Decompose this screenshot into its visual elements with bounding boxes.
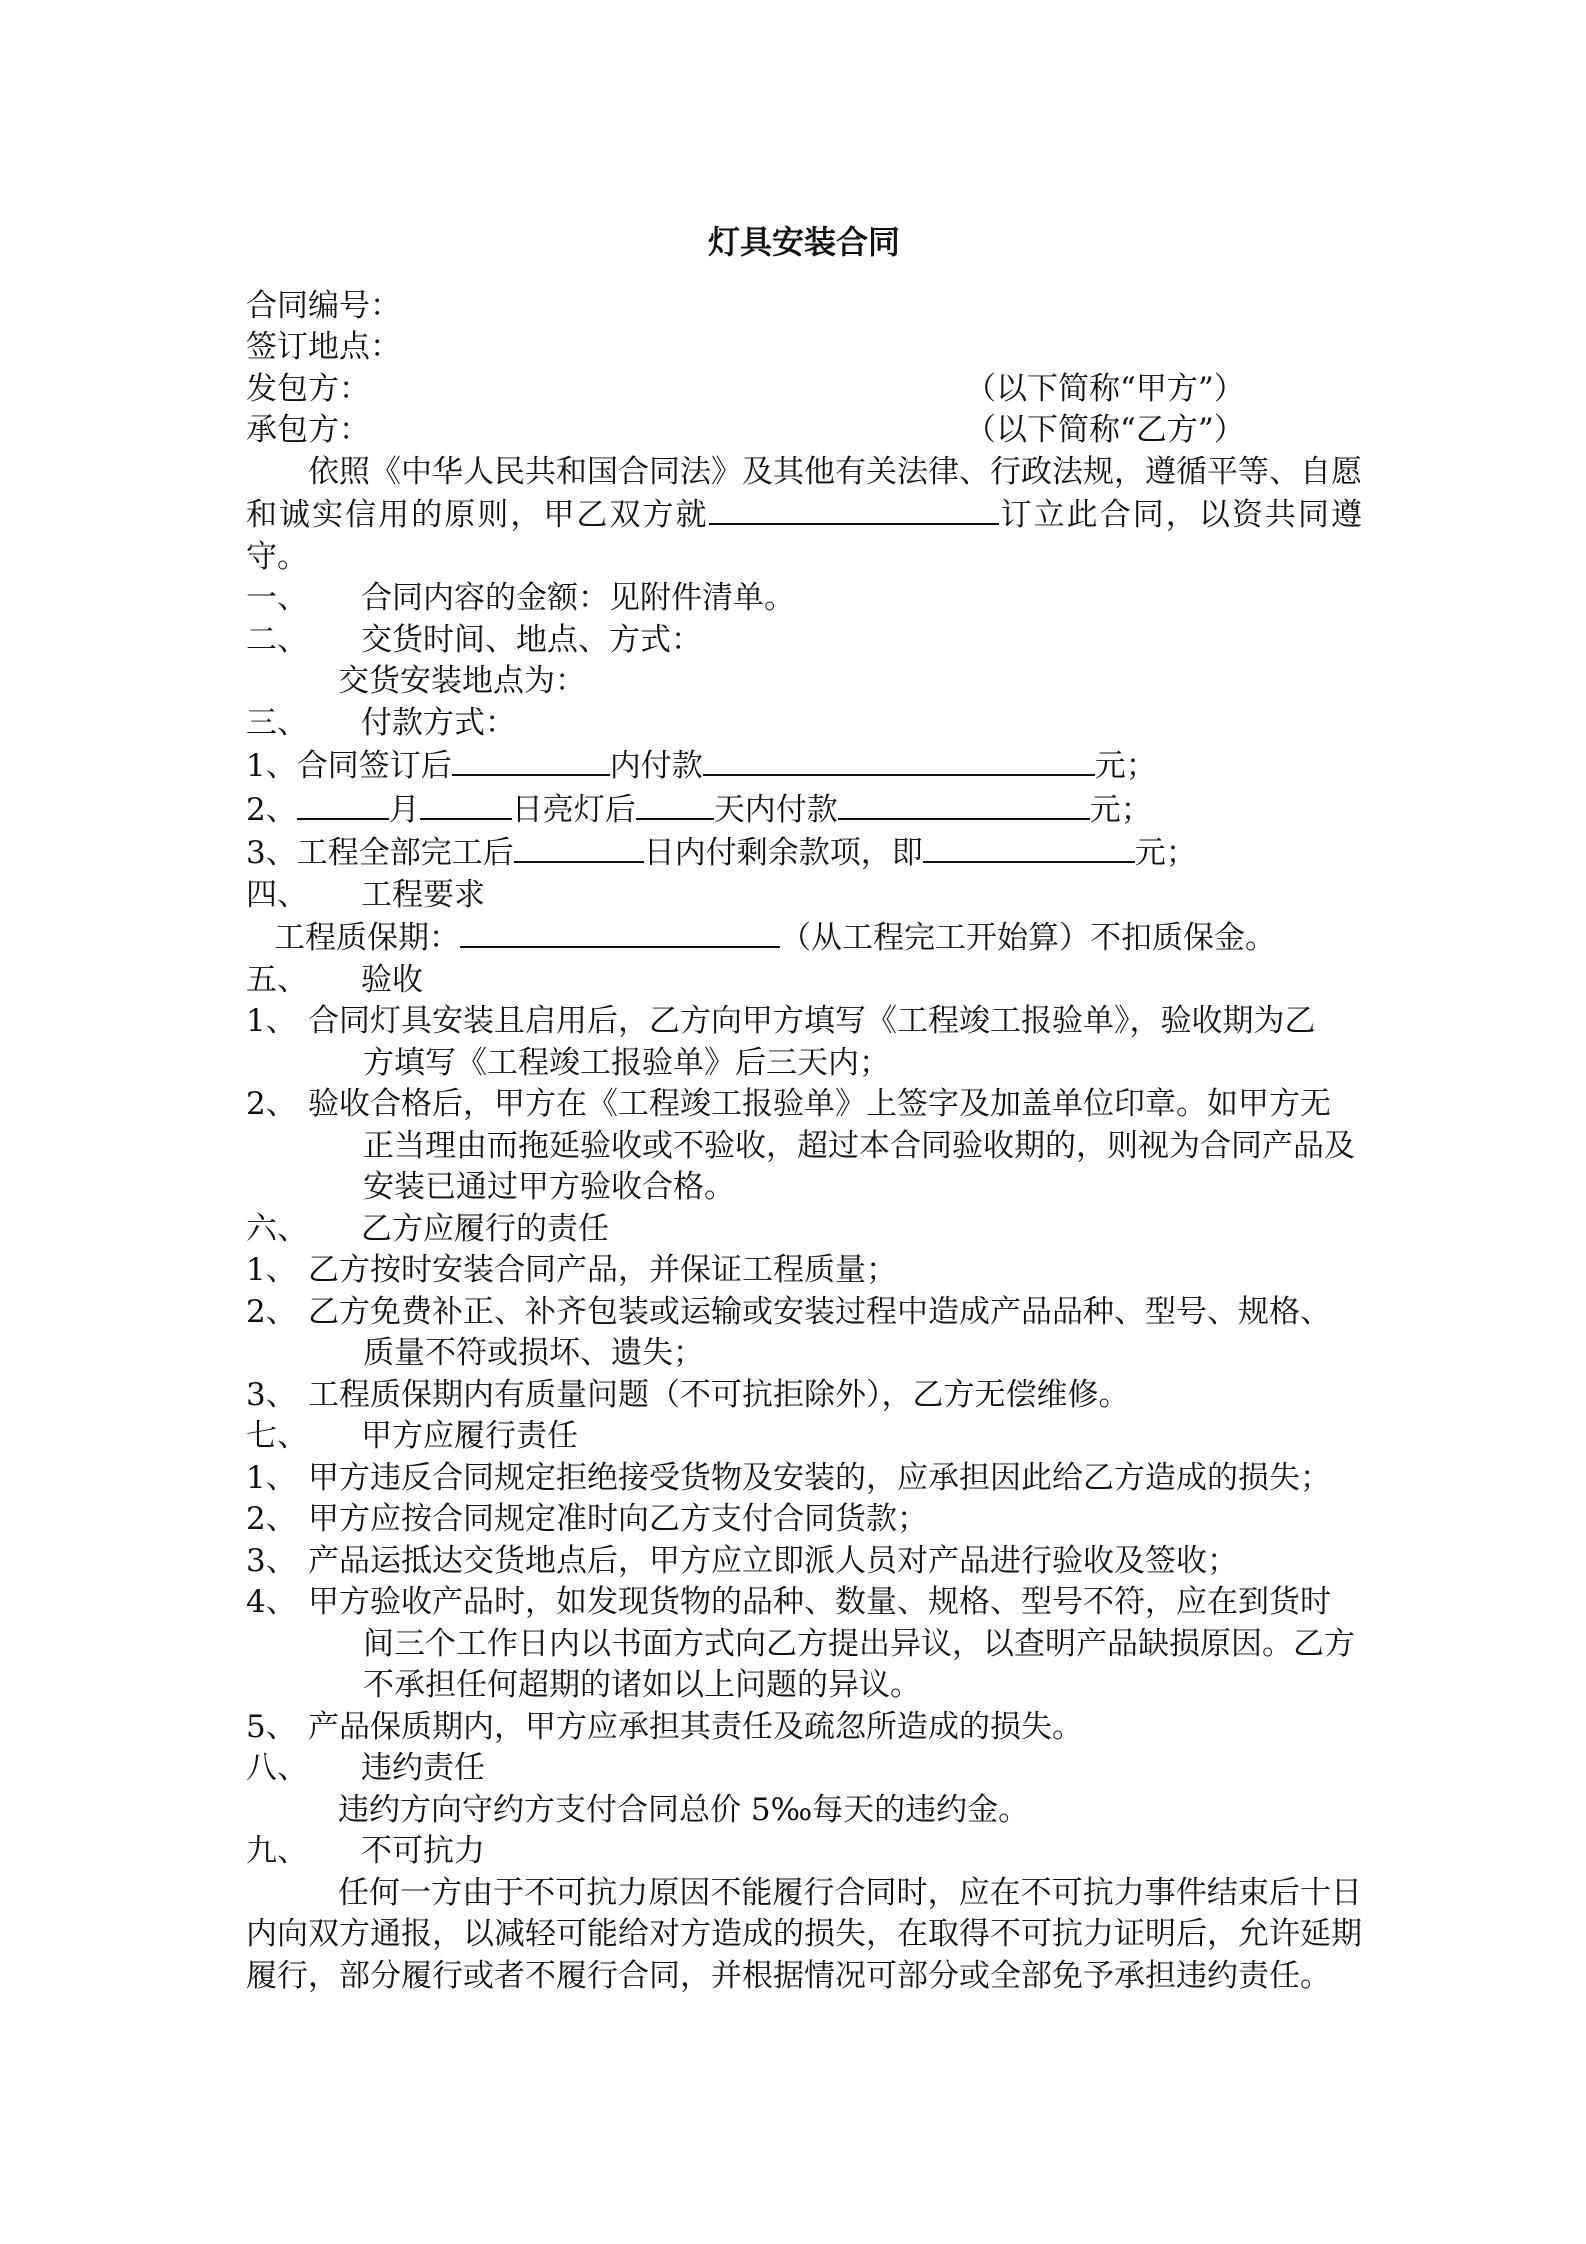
page-title: 灯具安装合同	[707, 223, 900, 261]
section-title: 违约责任	[361, 1750, 485, 1786]
fill-blank	[452, 744, 610, 776]
party-b-note: （以下简称“乙方”）	[965, 412, 1245, 448]
list-item	[246, 1375, 1362, 1417]
fill-blank	[923, 831, 1135, 863]
party-a-note: （以下简称“甲方”）	[965, 370, 1245, 407]
section-5-heading	[246, 960, 1362, 1002]
item-text: 乙方按时安装合同产品，并保证工程质量；	[308, 1252, 897, 1288]
list-item	[246, 1458, 1362, 1500]
item-text: 甲方违反合同规定拒绝接受货物及安装的，应承担因此给乙方造成的损失；	[308, 1459, 1331, 1496]
item-text: 产品运抵达交货地点后，甲方应立即派人员对产品进行验收及签收；	[308, 1542, 1238, 1579]
section-title: 工程要求	[361, 876, 485, 913]
fill-blank	[460, 916, 780, 948]
force-majeure-paragraph: 任何一方由于不可抗力原因不能履行合同时，应在不可抗力事件结束后十日内向双方通报，以减轻可能给对方造成的损失，在取得不可抗力证明后，允许延期履行，部分履行或者不履行合同，并根据情况可部分或全部免予承担违约责任。	[246, 1874, 1362, 1994]
fill-blank	[514, 831, 644, 863]
party-b-row	[246, 410, 1362, 452]
contract-body	[246, 222, 1362, 1997]
fill-blank	[636, 788, 714, 820]
list-item	[246, 1582, 1362, 1707]
section-title: 乙方应履行的责任	[361, 1210, 609, 1247]
item-number: 1、	[246, 1003, 297, 1039]
party-a-label: 发包方：	[246, 370, 370, 407]
section-4-heading	[246, 875, 1362, 917]
intro-text-post: 订立此合同，以资共同遵守。	[246, 497, 1363, 575]
list-item	[246, 1250, 1362, 1292]
list-item	[246, 1084, 1362, 1209]
payment-clause-3	[246, 831, 1362, 875]
item-text: 验收合格后，甲方在《工程竣工报验单》上签字及加盖单位印章。如甲方无	[308, 1086, 1331, 1122]
item-text: 工程质保期内有质量问题（不可抗拒除外），乙方无偿维修。	[308, 1376, 1130, 1413]
section-9-heading	[246, 1831, 1362, 1873]
item-number: 3、	[246, 1376, 297, 1413]
item-text-continued: 正当理由而拖延验收或不验收，超过本合同验收期的，则视为合同产品及安装已通过甲方验收合格。	[363, 1127, 1355, 1205]
item-text: 甲方验收产品时，如发现货物的品种、数量、规格、型号不符，应在到货时	[308, 1584, 1331, 1620]
clause-text: 2、	[246, 791, 297, 828]
item-text-continued: 质量不符或损坏、遗失；	[363, 1335, 704, 1371]
clause-text: 元；	[1134, 835, 1197, 871]
subject-blank	[709, 493, 999, 525]
item-number: 1、	[246, 1459, 297, 1496]
item-text-continued: 间三个工作日内以书面方式向乙方提出异议，以查明产品缺损原因。乙方不承担任何超期的诸如以上问题的异议。	[363, 1625, 1355, 1703]
clause-text: 元；	[1094, 748, 1157, 784]
section-2-heading	[246, 620, 1362, 662]
clause-text: （从工程完工开始算）不扣质保金。	[780, 920, 1276, 956]
section-number: 四、	[246, 876, 308, 913]
fill-blank	[838, 788, 1090, 820]
list-item	[246, 1541, 1362, 1583]
clause-text: 内付款	[609, 748, 703, 784]
item-number: 2、	[246, 1501, 297, 1537]
item-number: 1、	[246, 1252, 297, 1288]
item-number: 4、	[246, 1584, 297, 1620]
section-number: 五、	[246, 961, 308, 998]
section-number: 三、	[246, 704, 308, 741]
section-number: 一、	[246, 580, 308, 616]
section-title: 合同内容的金额：见附件清单。	[361, 580, 795, 616]
list-item	[246, 1001, 1362, 1084]
intro-text-pre: 依照《中华人民共和国合同法》及其他有关法律、行政法规，遵循平等、自愿和诚实信用的原则，甲乙双方就	[246, 453, 1362, 533]
section-number: 八、	[246, 1750, 308, 1786]
section-title: 不可抗力	[361, 1833, 485, 1869]
section-6-heading	[246, 1209, 1362, 1251]
clause-text: 日亮灯后	[511, 791, 636, 828]
item-number: 2、	[246, 1086, 297, 1122]
payment-clause-2	[246, 788, 1362, 832]
section-number: 九、	[246, 1833, 308, 1869]
party-b-label: 承包方：	[246, 412, 370, 448]
section-number: 七、	[246, 1418, 308, 1454]
section-title: 付款方式：	[361, 704, 516, 741]
item-text: 合同灯具安装且启用后，乙方向甲方填写《工程竣工报验单》，验收期为乙	[308, 1003, 1316, 1039]
penalty-clause: 违约方向守约方支付合同总价 5‰每天的违约金。	[338, 1791, 1030, 1828]
item-text-continued: 方填写《工程竣工报验单》后三天内；	[363, 1044, 890, 1081]
sign-place-field: 签订地点：	[246, 329, 401, 365]
list-item	[246, 1499, 1362, 1541]
clause-text: 3、工程全部完工后	[246, 835, 514, 871]
fill-blank	[703, 744, 1095, 776]
fill-blank	[297, 788, 389, 820]
list-item	[246, 1292, 1362, 1375]
section-number: 六、	[246, 1210, 308, 1247]
fill-blank	[420, 788, 512, 820]
clause-text: 工程质保期：	[274, 920, 460, 956]
item-text: 乙方免费补正、补齐包装或运输或安装过程中造成产品品种、型号、规格、	[308, 1293, 1331, 1330]
section-title: 甲方应履行责任	[361, 1418, 578, 1454]
section-title: 验收	[361, 961, 423, 998]
delivery-place-field: 交货安装地点为：	[338, 663, 586, 699]
section-3-heading	[246, 703, 1362, 745]
section-1-heading	[246, 578, 1362, 620]
list-item	[246, 1707, 1362, 1749]
warranty-clause	[246, 916, 1362, 960]
clause-text: 天内付款	[713, 791, 838, 828]
party-a-row	[246, 369, 1362, 411]
section-8-heading	[246, 1748, 1362, 1790]
clause-text: 日内付剩余款项，即	[643, 835, 923, 871]
section-7-heading	[246, 1416, 1362, 1458]
item-text: 甲方应按合同规定准时向乙方支付合同货款；	[308, 1501, 928, 1537]
clause-text: 1、合同签订后	[246, 748, 452, 784]
item-number: 2、	[246, 1293, 297, 1330]
item-number: 5、	[246, 1708, 297, 1745]
clause-text: 月	[388, 791, 420, 828]
contract-number-field: 合同编号：	[246, 287, 401, 324]
item-number: 3、	[246, 1542, 297, 1579]
section-number: 二、	[246, 621, 308, 658]
section-title: 交货时间、地点、方式：	[361, 621, 702, 658]
clause-text: 元；	[1089, 791, 1152, 828]
item-text: 产品保质期内，甲方应承担其责任及疏忽所造成的损失。	[308, 1708, 1083, 1745]
payment-clause-1	[246, 744, 1362, 788]
intro-paragraph	[246, 452, 1362, 579]
